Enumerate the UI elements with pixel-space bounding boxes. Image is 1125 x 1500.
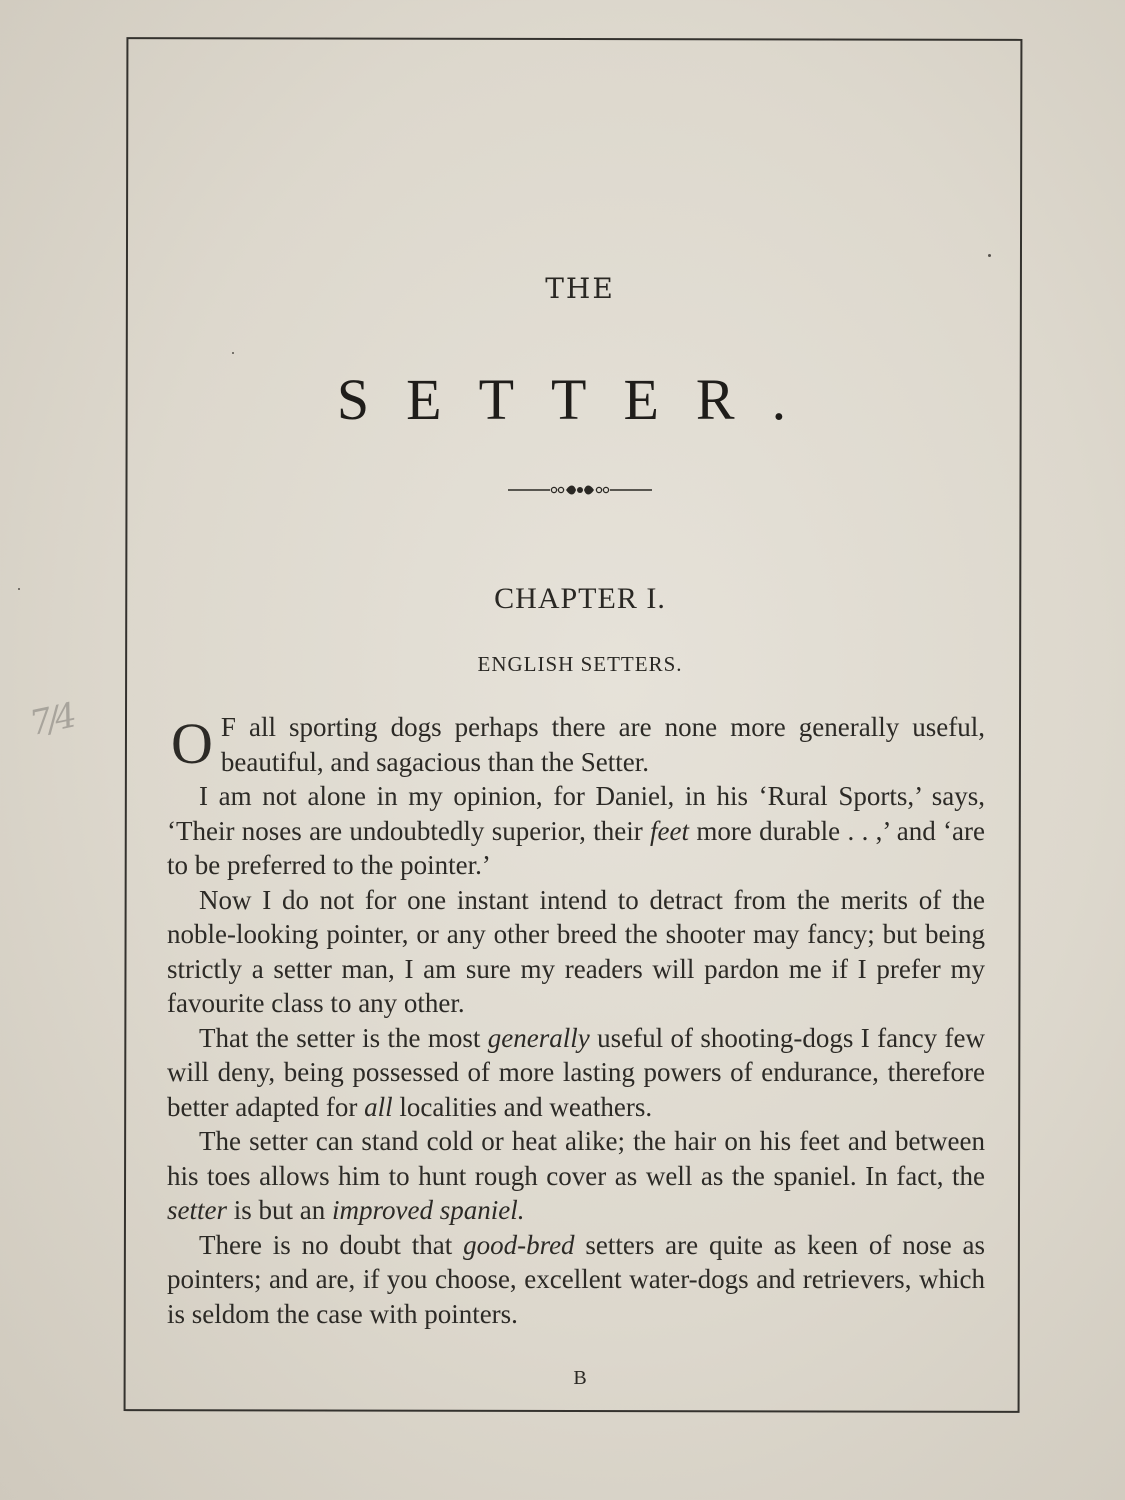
paragraph-2-text-a: I am not alone in my opinion, for Daniel, in his ‘Rural Sports,’ says, ‘Their noses are undoubtedly superior, their [167, 781, 985, 846]
paper-speck [232, 352, 234, 354]
paragraph-6-text-b: setters are quite as keen of nose as pointers; and are, if you choose, excellent water-dogs and retrievers, which is seldom the case with pointers. [167, 1229, 986, 1329]
ornament-divider-icon [508, 480, 652, 500]
title-setter: SETTER. [336, 367, 824, 432]
page-signature: B [573, 1367, 587, 1389]
paragraph-4-italic-b: all [364, 1091, 393, 1122]
chapter-subtitle: ENGLISH SETTERS. [477, 652, 683, 676]
paragraph-4 [167, 1021, 985, 1125]
paragraph-5-italic-a: setter [167, 1195, 227, 1225]
paragraph-5 [167, 1124, 985, 1228]
drop-cap: O [171, 711, 213, 776]
paper-speck [988, 254, 991, 257]
paragraph-4-text-c: localities and weathers. [392, 1091, 653, 1122]
paragraph-6 [167, 1228, 985, 1332]
paragraph-4-text-a: That the setter is the most [199, 1022, 488, 1053]
paper-speck [18, 588, 20, 590]
paragraph-2-italic: feet [650, 815, 690, 846]
paragraph-5-text-a: The setter can stand cold or heat alike; the hair on his feet and between his toes allows him to hunt rough cover as well as the spaniel. In fact, the [167, 1126, 985, 1191]
paragraph-2-text-b: more durable . . ,’ and ‘are to be preferred to the pointer.’ [167, 815, 985, 880]
paragraph-1 [167, 710, 985, 779]
pencil-margin-note: 7/4 [26, 695, 77, 745]
title-the: THE [545, 272, 615, 305]
paragraph-2 [167, 779, 985, 883]
chapter-heading: CHAPTER I. [494, 582, 666, 615]
paragraph-1-text: F all sporting dogs perhaps there are none more generally useful, beautiful, and sagacious than the Setter. [220, 712, 985, 777]
paragraph-4-text-b: useful of shooting-dogs I fancy few will deny, being possessed of more lasting powers of endurance, therefore better adapted for [167, 1022, 985, 1122]
paragraph-5-text-b: is but an [227, 1195, 332, 1225]
paragraph-6-italic: good-bred [463, 1229, 575, 1260]
paragraph-6-text-a: There is no doubt that [199, 1229, 464, 1260]
body-text [167, 710, 985, 1331]
paragraph-3: Now I do not for one instant intend to detract from the merits of the noble-looking pointer, or any other breed the shooter may fancy; but being strictly a setter man, I am sure my readers will pardon me if I prefer my favourite class to any other. [167, 884, 985, 1018]
paragraph-4-italic-a: generally [487, 1022, 590, 1053]
paragraph-5-italic-b: improved spaniel. [332, 1195, 525, 1225]
